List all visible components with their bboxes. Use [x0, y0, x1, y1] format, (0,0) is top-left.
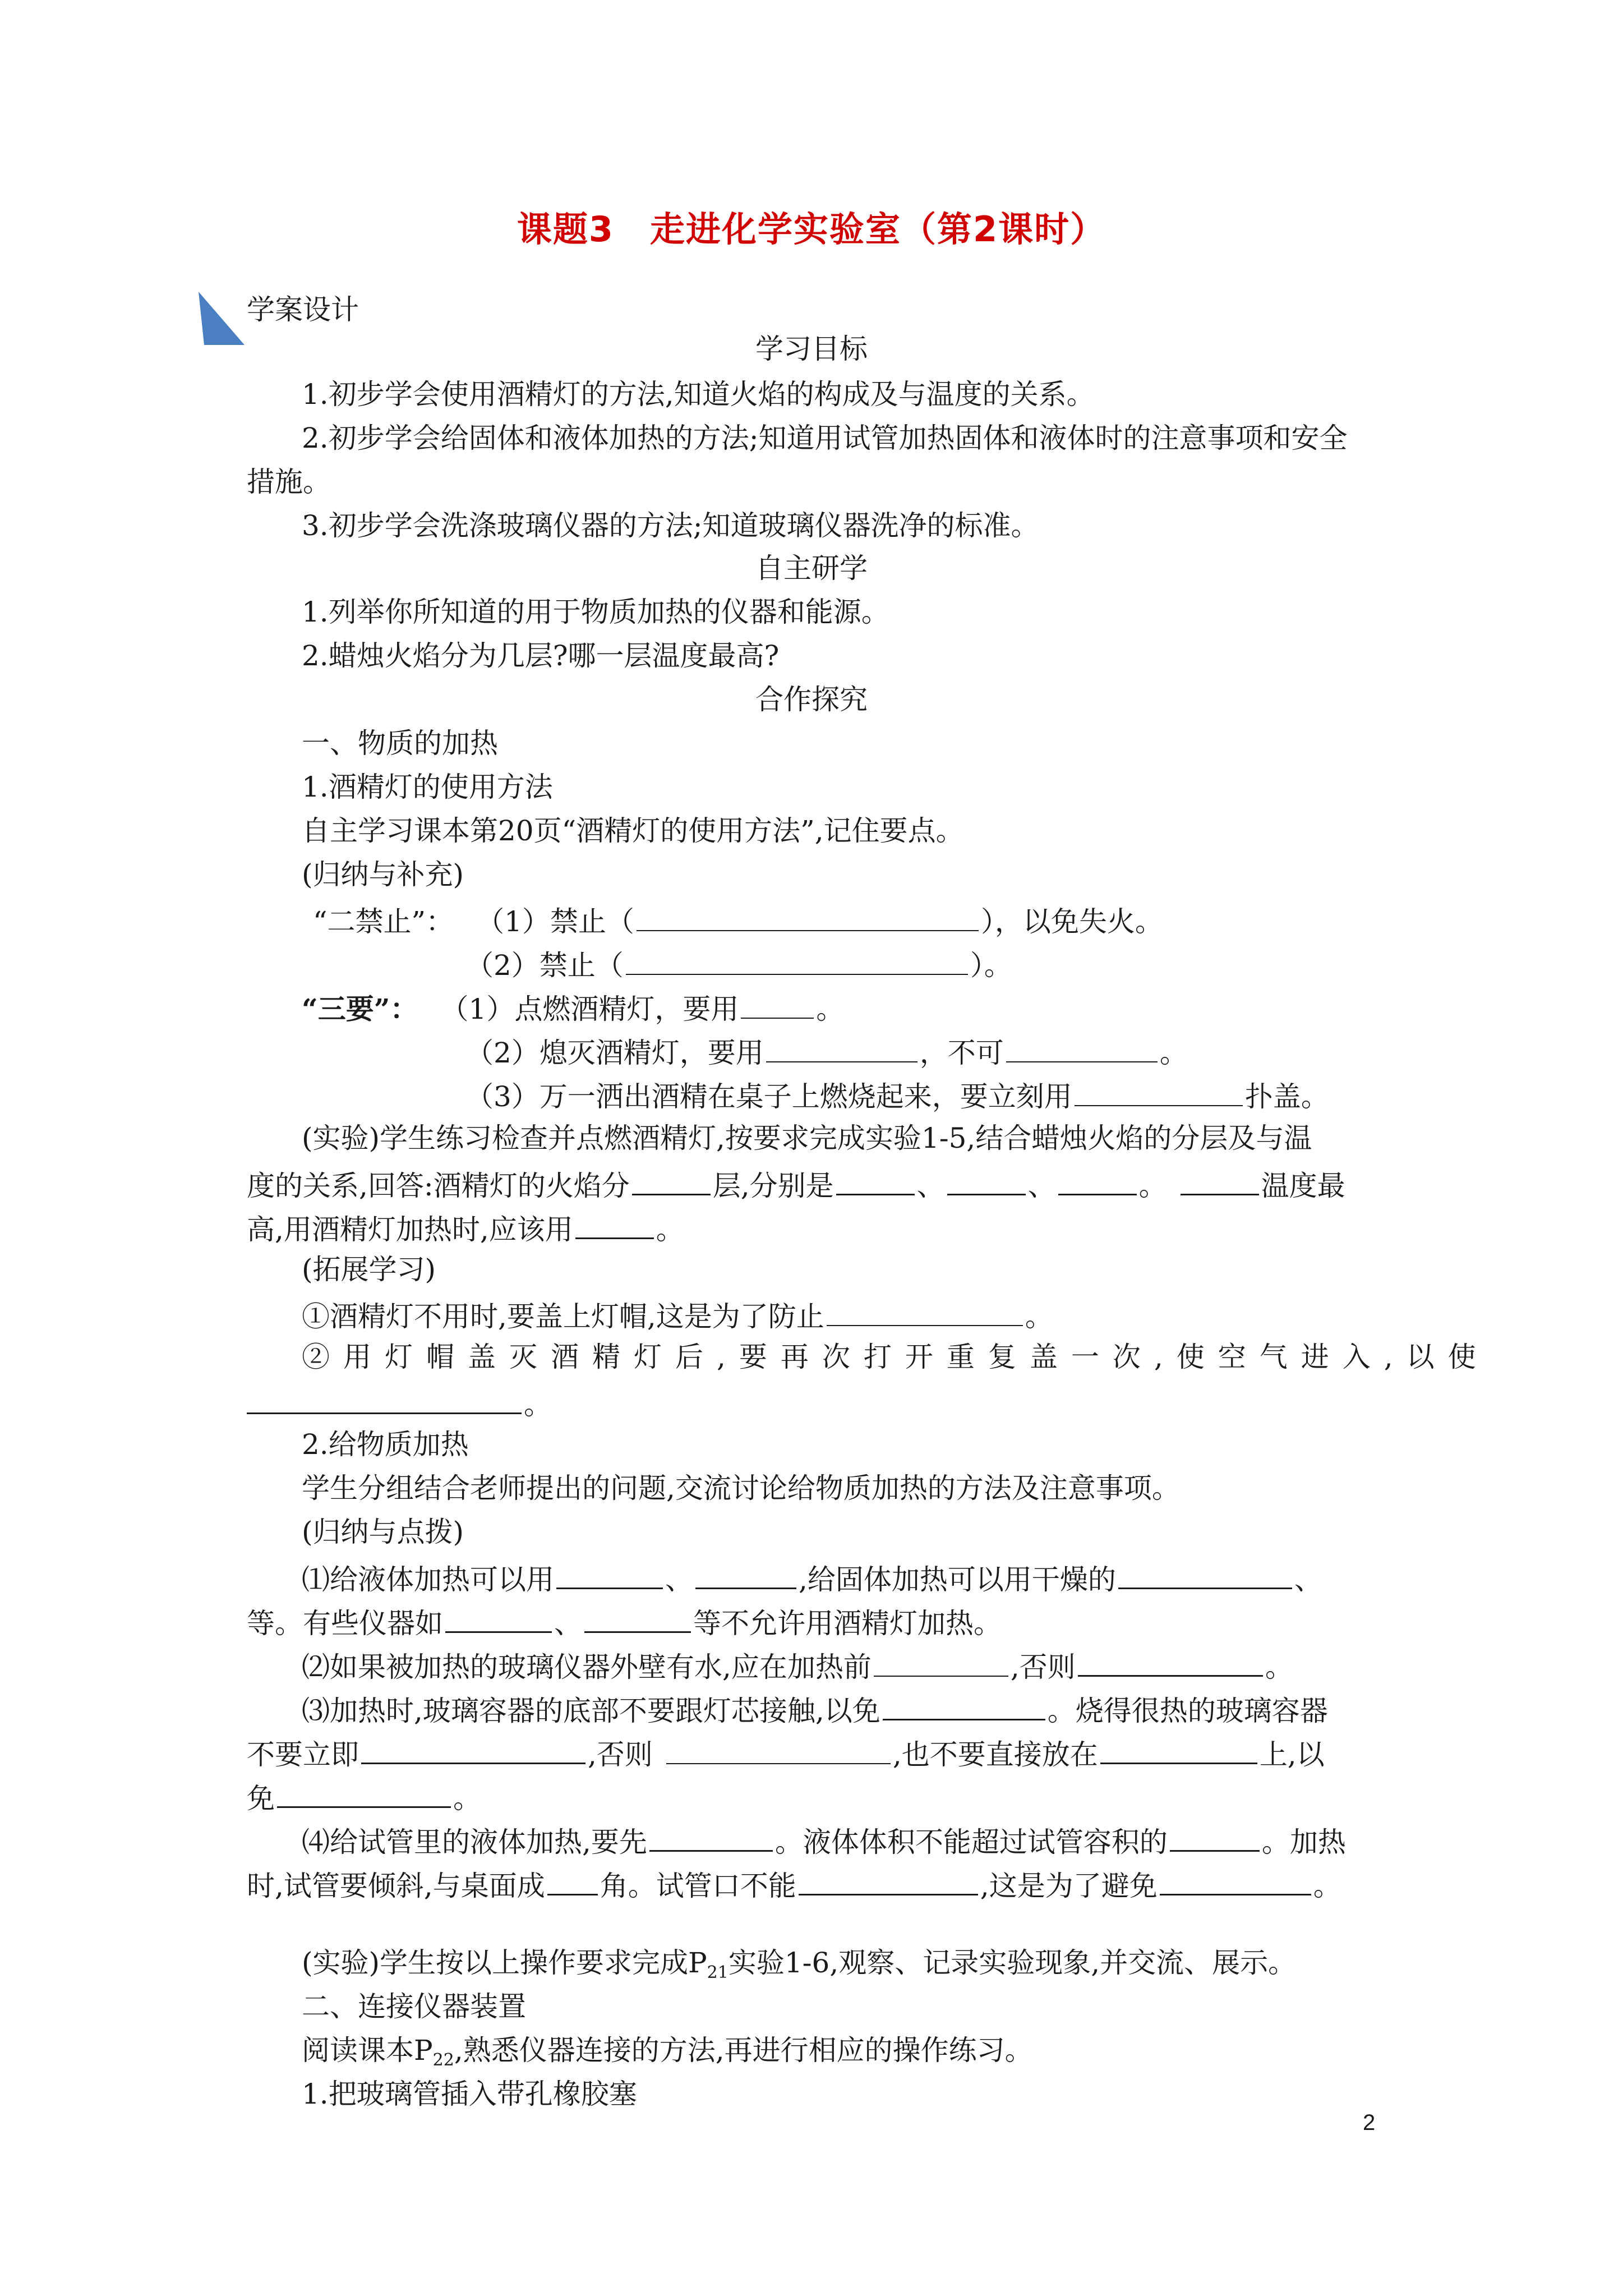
blank-p4-c[interactable] — [547, 1868, 598, 1895]
blank-p3-d[interactable] — [1100, 1737, 1257, 1764]
extend-2-cont: 。 — [247, 1387, 552, 1419]
blank-ban-2[interactable] — [626, 948, 968, 975]
blank-must-2a[interactable] — [766, 1036, 917, 1062]
blank-p1-b[interactable] — [695, 1562, 796, 1589]
point-2: ⑵如果被加热的玻璃仪器外壁有水,应在加热前 ,否则 。 — [302, 1649, 1293, 1681]
point-1-line-2: 等。有些仪器如 、 等不允许用酒精灯加热。 — [247, 1605, 1002, 1637]
point-4-line-2: 时,试管要倾斜,与桌面成 角。试管口不能 ,这是为了避免 。 — [247, 1868, 1341, 1900]
blank-ban-1[interactable] — [637, 904, 979, 931]
blank-heat-layer[interactable] — [575, 1212, 654, 1239]
point-1-line-1: ⑴给液体加热可以用 、 ,给固体加热可以用干燥的 、 — [302, 1562, 1322, 1594]
point-3-line-3: 免 。 — [247, 1780, 481, 1812]
blank-hottest-layer[interactable] — [1181, 1168, 1259, 1195]
blank-p2-a[interactable] — [874, 1650, 1008, 1677]
experiment-1-line-1: (实验)学生练习检查并点燃酒精灯,按要求完成实验1-5,结合蜡烛火焰的分层及与温 — [302, 1122, 1312, 1154]
blank-p4-a[interactable] — [649, 1824, 773, 1852]
point-3-line-2: 不要立即 ,否则 ,也不要直接放在 上,以 — [247, 1737, 1325, 1769]
page-number: 2 — [1363, 2110, 1376, 2135]
point-3-line-1: ⑶加热时,玻璃容器的底部不要跟灯芯接触,以免 。烧得很热的玻璃容器 — [302, 1693, 1328, 1725]
extend-label: (拓展学习) — [302, 1253, 436, 1286]
two-bans-row-2: （2）禁止（ ）。 — [465, 949, 1012, 982]
goal-2-cont: 措施。 — [247, 466, 331, 498]
blank-extend-1[interactable] — [827, 1299, 1023, 1326]
part1-heading: 一、物质的加热 — [302, 727, 498, 760]
part2-sub1: 1.把玻璃管插入带孔橡胶塞 — [302, 2078, 637, 2110]
blank-p1-d[interactable] — [445, 1605, 552, 1633]
experiment-1-line-3: 高,用酒精灯加热时,应该用 。 — [247, 1212, 684, 1244]
part2-read: 阅读课本$P_{22}$,熟悉仪器连接的方法,再进行相应的操作练习。 — [302, 2034, 1033, 2070]
blank-flame-2[interactable] — [947, 1168, 1026, 1195]
blank-p4-b[interactable] — [1170, 1824, 1260, 1852]
extend-2: ②用灯帽盖灭酒精灯后,要再次打开重复盖一次,使空气进入,以使 — [302, 1341, 1490, 1373]
heading-goals: 学习目标 — [755, 333, 868, 365]
self-study-2: 2.蜡烛火焰分为几层?哪一层温度最高? — [302, 639, 780, 672]
blank-must-1[interactable] — [741, 992, 814, 1019]
blank-must-3[interactable] — [1075, 1079, 1243, 1106]
blank-p3-c[interactable] — [666, 1737, 891, 1764]
part1-sub2: 2.给物质加热 — [302, 1428, 469, 1461]
goal-2: 2.初步学会给固体和液体加热的方法;知道用试管加热固体和液体时的注意事项和安全 — [302, 422, 1348, 454]
blank-p4-d[interactable] — [799, 1868, 978, 1895]
blank-must-2b[interactable] — [1006, 1036, 1158, 1062]
blank-p1-a[interactable] — [556, 1562, 663, 1589]
part2-heading: 二、连接仪器装置 — [302, 1990, 526, 2023]
two-bans-row-1: “二禁止”： （1）禁止（ ），以免失火。 — [313, 905, 1163, 938]
blank-p1-c[interactable] — [1118, 1562, 1292, 1589]
blank-p3-e[interactable] — [277, 1780, 451, 1808]
blank-extend-2[interactable] — [247, 1387, 522, 1414]
page-title: 课题3 走进化学实验室（第2课时） — [517, 209, 1106, 250]
three-musts-row-2: （2）熄灭酒精灯，要用 ，不可 。 — [465, 1037, 1188, 1069]
self-study-1: 1.列举你所知道的用于物质加热的仪器和能源。 — [302, 596, 889, 628]
blank-flame-1[interactable] — [836, 1168, 915, 1195]
experiment-1-line-2: 度的关系,回答:酒精灯的火焰分 层,分别是 、 、 。 温度最 — [247, 1168, 1345, 1200]
blank-flame-layers[interactable] — [632, 1168, 711, 1195]
blank-flame-3[interactable] — [1058, 1168, 1137, 1195]
experiment-2: (实验)学生按以上操作要求完成$P_{21}$实验1-6,观察、记录实验现象,并交流、展示。 — [302, 1947, 1297, 1982]
point-4-line-1: ⑷给试管里的液体加热,要先 。液体体积不能超过试管容积的 。加热 — [302, 1824, 1346, 1856]
part1-sub1: 1.酒精灯的使用方法 — [302, 771, 553, 803]
read-textbook: 自主学习课本第20页“酒精灯的使用方法”,记住要点。 — [302, 815, 964, 847]
blank-p1-e[interactable] — [584, 1605, 691, 1633]
discuss-text: 学生分组结合老师提出的问题,交流讨论给物质加热的方法及注意事项。 — [302, 1472, 1180, 1504]
three-musts-row-1: “三要”： （1）点燃酒精灯，要用 。 — [302, 992, 845, 1025]
three-musts-row-3: （3）万一洒出酒精在桌子上燃烧起来，要立刻用 扑盖。 — [465, 1080, 1329, 1113]
goal-1: 1.初步学会使用酒精灯的方法,知道火焰的构成及与温度的关系。 — [302, 378, 1095, 411]
summary2-label: (归纳与点拨) — [302, 1516, 464, 1548]
blank-p3-b[interactable] — [361, 1737, 585, 1764]
blank-p3-a[interactable] — [883, 1693, 1045, 1720]
goal-3: 3.初步学会洗涤玻璃仪器的方法;知道玻璃仪器洗净的标准。 — [302, 509, 1039, 542]
blank-p2-b[interactable] — [1078, 1649, 1263, 1677]
two-bans-label: “二禁止”： — [313, 905, 454, 938]
three-musts-label: “三要”： — [302, 992, 418, 1025]
heading-self-study: 自主研学 — [755, 552, 868, 585]
section-label: 学案设计 — [247, 293, 359, 326]
blank-p4-e[interactable] — [1160, 1868, 1311, 1895]
summary-label: (归纳与补充) — [302, 858, 464, 891]
heading-explore: 合作探究 — [755, 683, 868, 716]
extend-1: ①酒精灯不用时,要盖上灯帽,这是为了防止 。 — [302, 1300, 1053, 1333]
